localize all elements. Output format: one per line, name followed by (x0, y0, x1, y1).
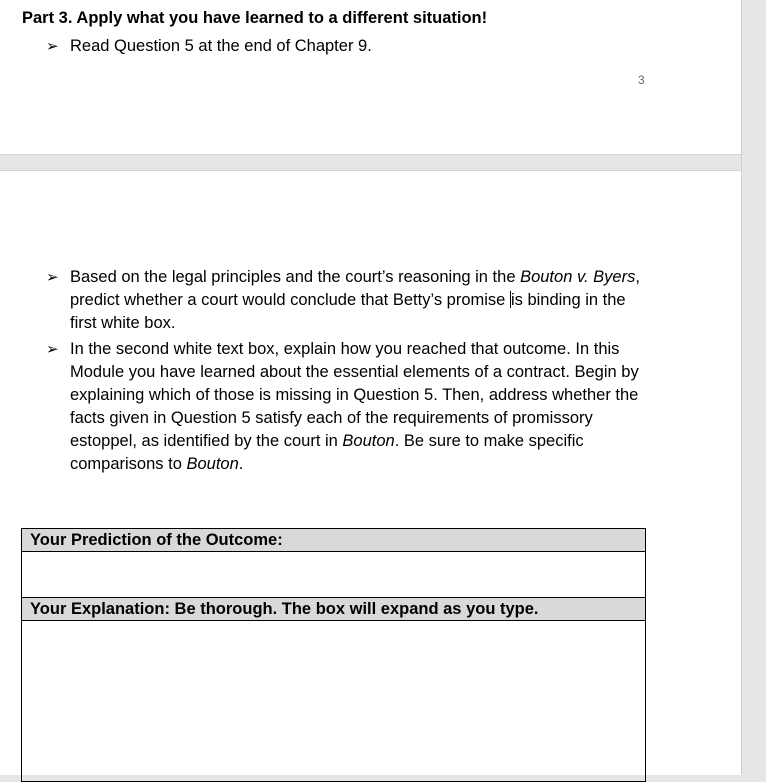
document-scroll-edge (741, 0, 742, 774)
answer-table (21, 528, 646, 782)
arrow-bullet-icon: ➢ (46, 341, 59, 358)
predict-bullet (46, 266, 640, 335)
read-question-text[interactable]: Read Question 5 at the end of Chapter 9. (70, 37, 372, 55)
part-3-heading: Part 3. Apply what you have learned to a different situation! (22, 9, 488, 27)
read-question-bullet (46, 35, 640, 58)
page-number: 3 (638, 73, 645, 87)
explanation-header: Your Explanation: Be thorough. The box will expand as you type. (22, 598, 646, 621)
predict-bullet-text[interactable]: Based on the legal principles and the court’s reasoning in the Bouton v. Byers, predict whether a court would conclude that Betty’s promise is binding in the first white box. (70, 268, 640, 332)
explain-bullet (46, 338, 640, 476)
prediction-header: Your Prediction of the Outcome: (22, 529, 646, 552)
explain-bullet-text[interactable]: In the second white text box, explain how you reached that outcome. In this Module you have learned about the essential elements of a contract. Begin by explaining which of those is missing in Question 5. Then, address whether the facts given in Question 5 satisfy each of the requirements of promissory estoppel, as identified by the court in Bouton. Be sure to make specific comparisons to Bouton. (70, 340, 639, 473)
arrow-bullet-icon: ➢ (46, 269, 59, 286)
explanation-input-box[interactable] (22, 621, 646, 782)
prediction-input-box[interactable] (22, 552, 646, 598)
document-page-2 (0, 170, 741, 775)
document-page-1 (0, 0, 741, 155)
arrow-bullet-icon: ➢ (46, 38, 59, 55)
